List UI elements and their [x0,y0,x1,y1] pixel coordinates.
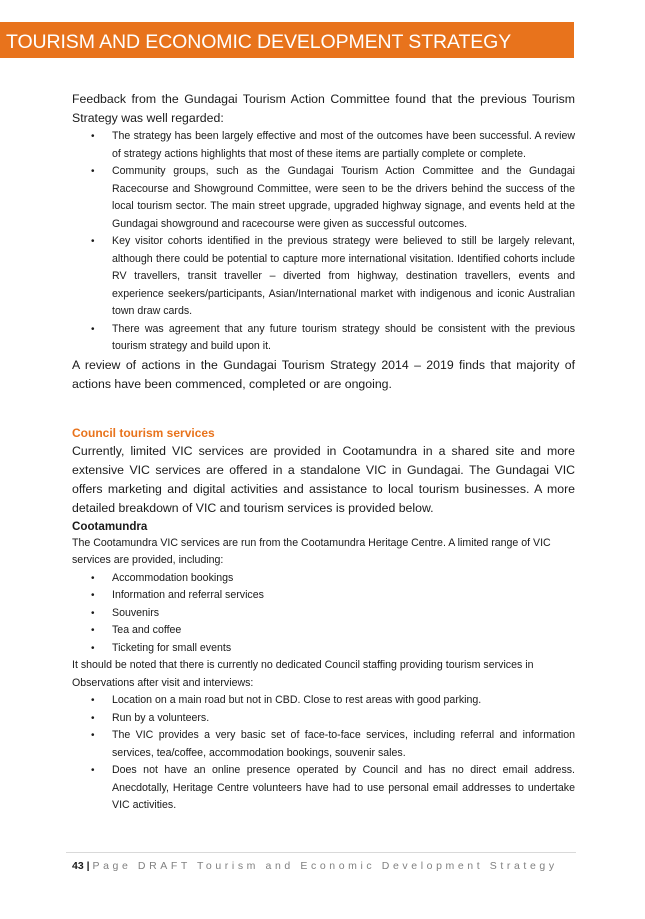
list-item: • Tea and coffee [72,622,575,640]
list-item: • The VIC provides a very basic set of face-to-face services, including referral and information services, tea/coffee, accommodation bookings, souvenir sales. [91,729,575,759]
footer-divider [66,852,576,853]
bullet-icon: • [91,765,95,776]
intro-closing-paragraph: A review of actions in the Gundagai Tourism Strategy 2014 – 2019 finds that majority of actions have been commenced, completed or are ongoing. [72,357,575,391]
observations-intro: Observations after visit and interviews: [72,676,254,689]
list-item: • Information and referral services [72,587,575,605]
council-paragraph: Currently, limited VIC services are provided in Cootamundra in a shared site and more extensive VIC services are offered in a standalone VIC in Gundagai. The Gundagai VIC offers marketing and digital activities and assistance to local tourism businesses. A more detailed breakdown of VIC and tourism services is provided below. [72,443,575,515]
page-number: 43 [72,860,84,872]
bullet-icon: • [91,323,95,335]
page-footer [72,859,558,873]
staffing-note: It should be noted that there is currently no dedicated Council staffing providing tourism services in [72,659,534,671]
list-item: • Ticketing for small events [72,640,575,658]
page-title: TOURISM AND ECONOMIC DEVELOPMENT STRATEGY [6,31,512,53]
bullet-icon: • [91,607,95,619]
cootamundra-paragraph: The Cootamundra VIC services are run from the Cootamundra Heritage Centre. A limited range of VIC services are provided, including: [72,536,551,566]
sub-heading-cootamundra: Cootamundra [72,519,148,533]
section-heading-council-tourism-services: Council tourism services [72,425,215,440]
bullet-icon: • [91,642,95,654]
bullet-icon: • [91,695,95,706]
bullet-icon: • [91,166,95,177]
services-list [72,570,575,658]
bullet-icon: • [91,625,95,636]
footer-text: Page DRAFT Tourism and Economic Development Strategy [92,860,558,872]
bullet-icon: • [91,590,95,601]
observations-list [72,692,575,815]
list-item: • Location on a main road but not in CBD. Close to rest areas with good parking. [72,692,575,710]
bullet-icon: • [91,712,95,724]
list-item: • Community groups, such as the Gundagai Tourism Action Committee and the Gundagai Racecourse and Showground Committee, were seen to be the drivers behind the success of the local tourism sector. The main street upgrade, upgraded highway signage, and events held at the Gundagai showground and racecourse were given as successful outcomes. [91,165,575,230]
list-item: • Key visitor cohorts identified in the previous strategy were believed to still be largely relevant, although there could be potential to capture more international visitation. Identified cohorts include RV travellers, transit traveller – diverted from highway, destination travellers, events and experience seekers/participants, Asian/International market with indigenous and iconic Australian town draw cards. [91,235,575,317]
intro-bullet-list [72,128,575,356]
bullet-icon: • [91,730,95,741]
bullet-icon: • [91,131,95,142]
list-item: • Souvenirs [72,605,575,623]
header-bar [0,22,574,58]
bullet-icon: • [91,572,95,584]
bullet-icon: • [91,236,95,247]
list-item: • The strategy has been largely effective and most of the outcomes have been successful. A review of strategy actions highlights that most of these items are partially complete or complete. [91,130,575,160]
document-body [72,90,575,815]
list-item: • Accommodation bookings [72,570,575,588]
list-item: • There was agreement that any future tourism strategy should be consistent with the previous tourism strategy and build upon it. [91,322,575,352]
intro-paragraph: Feedback from the Gundagai Tourism Action Committee found that the previous Tourism Strategy was well regarded: [72,92,575,125]
footer-separator: | [86,860,90,872]
list-item: • Run by a volunteers. [72,710,575,728]
list-item: • Does not have an online presence operated by Council and has no direct email address. Anecdotally, Heritage Centre volunteers have had to use personal email addresses to undertake VIC activities. [91,764,575,811]
